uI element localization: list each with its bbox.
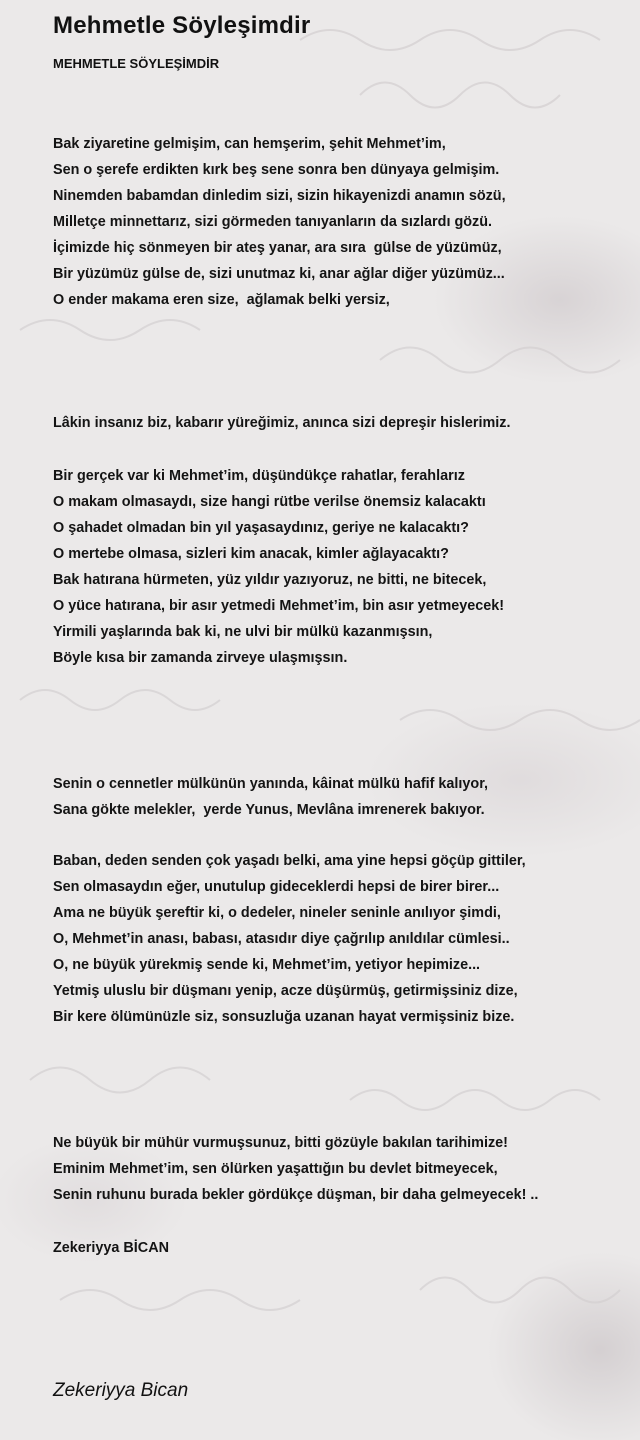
poem-line: Ne büyük bir mühür vurmuşsunuz, bitti gözüyle bakılan tarihimize!	[53, 1135, 508, 1151]
poem-line: Yirmili yaşlarında bak ki, ne ulvi bir mülkü kazanmışsın,	[53, 624, 433, 640]
poem-line: Yetmiş uluslu bir düşmanı yenip, acze düşürmüş, getirmişsiniz dize,	[53, 983, 518, 999]
stanza-5	[53, 848, 526, 1030]
poem-line: O makam olmasaydı, size hangi rütbe verilse önemsiz kalacaktı	[53, 494, 486, 510]
poem-line: Lâkin insanız biz, kabarır yüreğimiz, anınca sizi depreşir hislerimiz.	[53, 415, 511, 431]
poem-subtitle: MEHMETLE SÖYLEŞİMDİR	[53, 56, 220, 71]
poem-title: Mehmetle Söyleşimdir	[53, 12, 311, 39]
poem-line: Eminim Mehmet’im, sen ölürken yaşattığın bu devlet bitmeyecek,	[53, 1161, 498, 1177]
poem-line: Senin ruhunu burada bekler gördükçe düşman, bir daha gelmeyecek! ..	[53, 1187, 539, 1203]
poem-line: Sana gökte melekler, yerde Yunus, Mevlâna imrenerek bakıyor.	[53, 802, 485, 818]
poem-line: O ender makama eren size, ağlamak belki yersiz,	[53, 292, 390, 308]
poem-line: Bak ziyaretine gelmişim, can hemşerim, şehit Mehmet’im,	[53, 136, 446, 152]
poem-line: Bir yüzümüz gülse de, sizi unutmaz ki, anar ağlar diğer yüzümüz...	[53, 266, 505, 282]
stanza-2	[53, 410, 510, 436]
poem-line: Ninemden babamdan dinledim sizi, sizin hikayenizdi anamın sözü,	[53, 188, 506, 204]
poem-line: O mertebe olmasa, sizleri kim anacak, kimler ağlayacaktı?	[53, 546, 449, 562]
stanza-4	[53, 771, 488, 823]
poem-line: O şahadet olmadan bin yıl yaşasaydınız, geriye ne kalacaktı?	[53, 520, 469, 536]
poem-line: Milletçe minnettarız, sizi görmeden tanıyanların da sızlardı gözü.	[53, 214, 493, 230]
poem-line: O, Mehmet’in anası, babası, atasıdır diye çağrılıp anıldılar cümlesi..	[53, 931, 510, 947]
author-signature: Zekeriyya Bican	[53, 1380, 189, 1401]
poem-line: Sen olmasaydın eğer, unutulup gideceklerdi hepsi de birer birer...	[53, 879, 500, 895]
poem-line: İçimizde hiç sönmeyen bir ateş yanar, ara sıra gülse de yüzümüz,	[53, 240, 502, 256]
poem-line: Böyle kısa bir zamanda zirveye ulaşmışsın.	[53, 650, 348, 666]
poem-line: Senin o cennetler mülkünün yanında, kâinat mülkü hafif kalıyor,	[53, 776, 489, 792]
poem-line: Baban, deden senden çok yaşadı belki, ama yine hepsi göçüp gittiler,	[53, 853, 526, 869]
poem-line: Bak hatırana hürmeten, yüz yıldır yazıyoruz, ne bitti, ne bitecek,	[53, 572, 487, 588]
author-name: Zekeriyya BİCAN	[53, 1240, 169, 1256]
poem-line: O yüce hatırana, bir asır yetmedi Mehmet’im, bin asır yetmeyecek!	[53, 598, 505, 614]
poem-line: Bir gerçek var ki Mehmet’im, düşündükçe rahatlar, ferahlarız	[53, 468, 465, 484]
poem-line: O, ne büyük yürekmiş sende ki, Mehmet’im, yetiyor hepimize...	[53, 957, 481, 973]
poem-line: Bir kere ölümünüzle siz, sonsuzluğa uzanan hayat vermişsiniz bize.	[53, 1009, 515, 1025]
poem-line: Sen o şerefe erdikten kırk beş sene sonra ben dünyaya gelmişim.	[53, 162, 500, 178]
stanza-6	[53, 1130, 538, 1208]
stanza-1	[53, 131, 506, 313]
stanza-3	[53, 463, 504, 671]
author-block	[53, 1235, 169, 1261]
poem-line: Ama ne büyük şereftir ki, o dedeler, nineler seninle anılıyor şimdi,	[53, 905, 501, 921]
